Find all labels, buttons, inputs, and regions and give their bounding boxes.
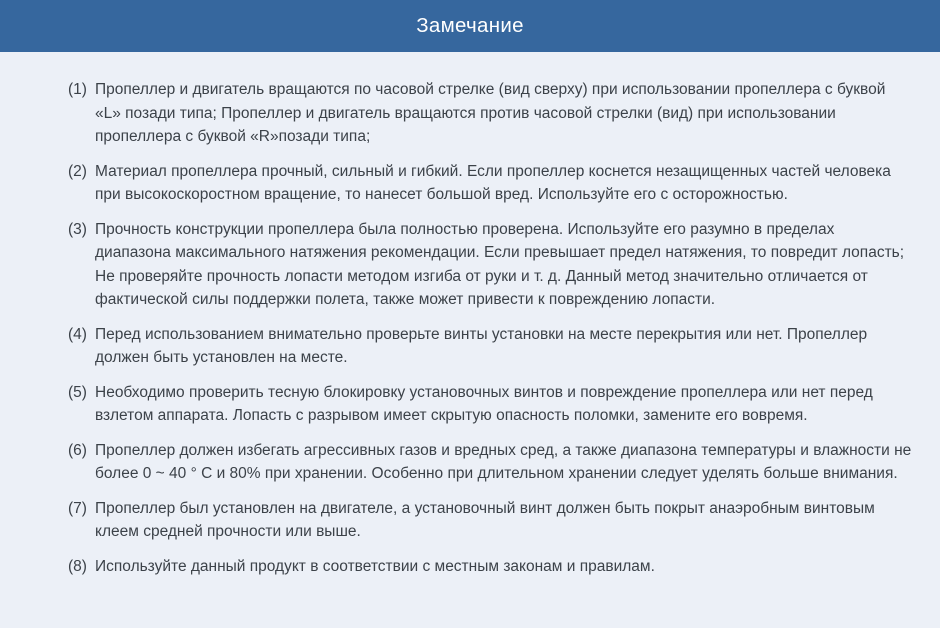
note-number: (6) xyxy=(68,441,87,459)
note-text: Необходимо проверить тесную блокировку установочных винтов и повреждение пропеллера или нет перед взлетом аппарата. Лопасть с разрывом имеет скрытую опасность поломки, замените его вовремя. xyxy=(95,383,873,424)
note-item-3 xyxy=(68,218,912,312)
note-text: Перед использованием внимательно проверьте винты установки на месте перекрытия или нет. Пропеллер должен быть установлен на месте. xyxy=(95,325,868,366)
note-number: (5) xyxy=(68,383,87,401)
note-text: Используйте данный продукт в соответствии с местным законам и правилам. xyxy=(95,557,655,575)
page-title: Замечание xyxy=(416,14,524,37)
note-number: (1) xyxy=(68,81,87,98)
note-number: (4) xyxy=(68,325,87,343)
notes-list xyxy=(0,52,940,578)
note-text: Пропеллер был установлен на двигателе, а установочный винт должен быть покрыт анаэробным винтовым клеем средней прочности или выше. xyxy=(95,499,875,540)
notice-header xyxy=(0,0,940,52)
note-number: (7) xyxy=(68,499,87,517)
note-item-7 xyxy=(68,497,912,544)
note-item-1 xyxy=(68,78,912,149)
note-text: Пропеллер и двигатель вращаются по часовой стрелке (вид сверху) при использовании пропеллера с буквой «L» позади типа; Пропеллер и двигатель вращаются против часовой стрелки (вид) при использовании пропеллера с буквой «R»позади типа; xyxy=(95,81,886,145)
note-item-2 xyxy=(68,160,912,207)
note-number: (8) xyxy=(68,557,87,575)
note-item-6 xyxy=(68,439,912,486)
note-text: Прочность конструкции пропеллера была полностью проверена. Используйте его разумно в пределах диапазона максимального натяжения рекомендации. Если превышает предел натяжения, то повредит лопасть; Не проверяйте прочность лопасти методом изгиба от руки и т. д. Данный метод значительно отличается от фактической силы поддержки полета, также может привести к повреждению лопасти. xyxy=(95,220,905,308)
note-text: Материал пропеллера прочный, сильный и гибкий. Если пропеллер коснется незащищенных частей человека при высокоскоростном вращение, то нанесет большой вред. Используйте его с осторожностью. xyxy=(95,162,891,203)
note-item-4 xyxy=(68,323,912,370)
note-number: (2) xyxy=(68,162,87,180)
note-number: (3) xyxy=(68,220,87,238)
note-text: Пропеллер должен избегать агрессивных газов и вредных сред, а также диапазона температуры и влажности не более 0 ~ 40 ° C и 80% при хранении. Особенно при длительном хранении следует уделять больше внимания. xyxy=(95,441,912,482)
note-item-5 xyxy=(68,381,912,428)
note-item-8 xyxy=(68,555,912,579)
